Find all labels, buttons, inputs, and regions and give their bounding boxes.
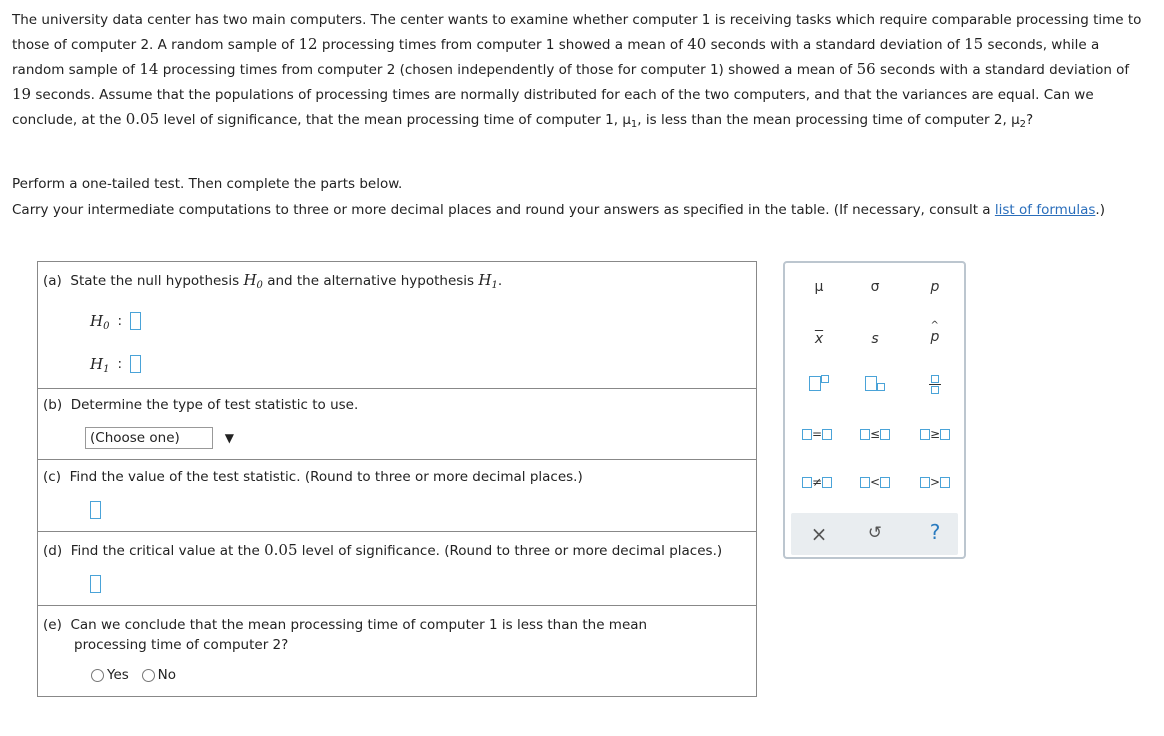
equals-button[interactable]: =: [797, 427, 837, 441]
part-d-label: (d): [43, 543, 63, 559]
alpha-value: 0.05: [125, 110, 160, 128]
instruction1-text: Perform a one-tailed test. Then complete the parts below.: [12, 176, 403, 192]
instruction2-end: .): [1095, 202, 1105, 218]
undo-icon[interactable]: ↺: [867, 523, 883, 543]
mu-button[interactable]: μ: [814, 279, 824, 295]
part-a-text-pre: State the null hypothesis: [70, 273, 240, 289]
sd2-value: 19: [12, 85, 32, 103]
less-than-button[interactable]: <: [855, 475, 895, 489]
part-d-text-pre: Find the critical value at the: [70, 543, 260, 559]
part-a-label: (a): [43, 273, 62, 289]
part-b-prompt: [43, 397, 358, 413]
problem-intro: The university data center has two main computers. The center wants to examine whether computer 1 is receiving tasks which require comparable processing time to those of computer 2. A random sample of: [12, 12, 1142, 53]
part-d-alpha: 0.05: [264, 541, 298, 559]
mu1-symbol: $\mu_1$: [622, 112, 638, 130]
part-a-row: [38, 262, 756, 389]
help-icon[interactable]: ?: [929, 520, 941, 544]
no-label: No: [157, 667, 177, 683]
n1-value: 12: [298, 35, 318, 53]
part-e-prompt: [43, 615, 647, 655]
problem-text-i: ?: [1026, 112, 1034, 128]
no-radio[interactable]: [142, 669, 155, 682]
problem-text-f: seconds. Assume that the populations of processing times are normally distributed for each of the two computers, and that the variances are equal. Can we conclude, at the: [12, 87, 1094, 128]
less-equal-button[interactable]: ≤: [855, 427, 895, 441]
fraction-button[interactable]: [915, 371, 955, 394]
greater-equal-button[interactable]: ≥: [915, 427, 955, 441]
symbol-palette: [783, 261, 966, 559]
clear-icon[interactable]: ×: [810, 522, 828, 546]
h0-symbol: $H_0$: [243, 271, 263, 291]
h0-colon: :: [117, 313, 123, 329]
h1-input[interactable]: [130, 355, 141, 373]
greater-than-button[interactable]: >: [915, 475, 955, 489]
problem-text-c: seconds, while a random sample of: [12, 37, 1100, 78]
not-equal-button[interactable]: ≠: [797, 475, 837, 489]
h0-input[interactable]: [130, 312, 141, 330]
conclusion-options: [91, 667, 176, 683]
part-e-text-line1: Can we conclude that the mean processing time of computer 1 is less than the mean: [70, 617, 648, 633]
part-e-label: (e): [43, 617, 62, 633]
select-value: (Choose one): [90, 430, 180, 446]
problem-text-b: seconds with a standard deviation of: [710, 37, 960, 53]
s-button[interactable]: s: [871, 331, 879, 347]
superscript-button[interactable]: [799, 375, 839, 391]
mu2-symbol: $\mu_2$: [1011, 112, 1027, 130]
subscript-button[interactable]: [855, 375, 895, 391]
problem-text-d: processing times from computer 2 (chosen independently of those for computer 1) showed a mean of: [162, 62, 853, 78]
critical-value-input[interactable]: [90, 575, 101, 593]
part-a-prompt: [43, 271, 502, 289]
yes-label: Yes: [107, 667, 129, 683]
p-button[interactable]: p: [930, 279, 940, 295]
mean1-value: 40: [687, 35, 707, 53]
part-d-row: [38, 532, 756, 606]
problem-text-e: seconds with a standard deviation of: [880, 62, 1130, 78]
h1-symbol: $H_1$: [478, 271, 498, 291]
sigma-button[interactable]: σ: [870, 279, 880, 295]
problem-text-h: , is less than the mean processing time of computer 2,: [637, 112, 1007, 128]
part-c-prompt: [43, 469, 583, 485]
h1-label: $H_1$: [90, 355, 110, 375]
problem-text: [12, 8, 1147, 132]
test-statistic-select[interactable]: [85, 427, 234, 449]
instruction-one-tailed: [12, 172, 1147, 196]
problem-text-g: level of significance, that the mean processing time of computer 1,: [163, 112, 619, 128]
part-d-text-post: level of significance. (Round to three or more decimal places.): [301, 543, 723, 559]
question-table: [37, 261, 757, 697]
dropdown-arrow-icon[interactable]: ▼: [224, 431, 234, 445]
part-c-text: Find the value of the test statistic. (Round to three or more decimal places.): [69, 469, 583, 485]
phat-button[interactable]: ^ p: [930, 320, 940, 345]
part-c-label: (c): [43, 469, 61, 485]
h0-row: [90, 312, 141, 330]
test-statistic-input[interactable]: [90, 501, 101, 519]
problem-text-a: processing times from computer 1 showed a mean of: [321, 37, 683, 53]
part-e-text-line2: processing time of computer 2?: [74, 637, 289, 653]
part-e-row: [38, 606, 756, 696]
part-d-prompt: [43, 541, 722, 559]
formulas-link[interactable]: list of formulas: [994, 202, 1096, 218]
part-b-label: (b): [43, 397, 63, 413]
part-a-text-end: .: [497, 273, 503, 289]
h1-colon: :: [117, 356, 123, 372]
part-b-text: Determine the type of test statistic to use.: [70, 397, 359, 413]
part-b-row: [38, 389, 756, 460]
h0-label: $H_0$: [90, 312, 110, 332]
h1-row: [90, 355, 141, 373]
sd1-value: 15: [964, 35, 984, 53]
part-a-text-mid: and the alternative hypothesis: [267, 273, 475, 289]
instruction-rounding: [12, 202, 1147, 218]
n2-value: 14: [139, 60, 159, 78]
xbar-button[interactable]: $\overline{x}$: [814, 331, 824, 347]
mean2-value: 56: [856, 60, 876, 78]
instruction2-text: Carry your intermediate computations to three or more decimal places and round your answers as specified in the table. (If necessary, consult a: [12, 202, 991, 218]
yes-radio[interactable]: [91, 669, 104, 682]
palette-action-bar: [791, 513, 958, 555]
part-c-row: [38, 460, 756, 532]
